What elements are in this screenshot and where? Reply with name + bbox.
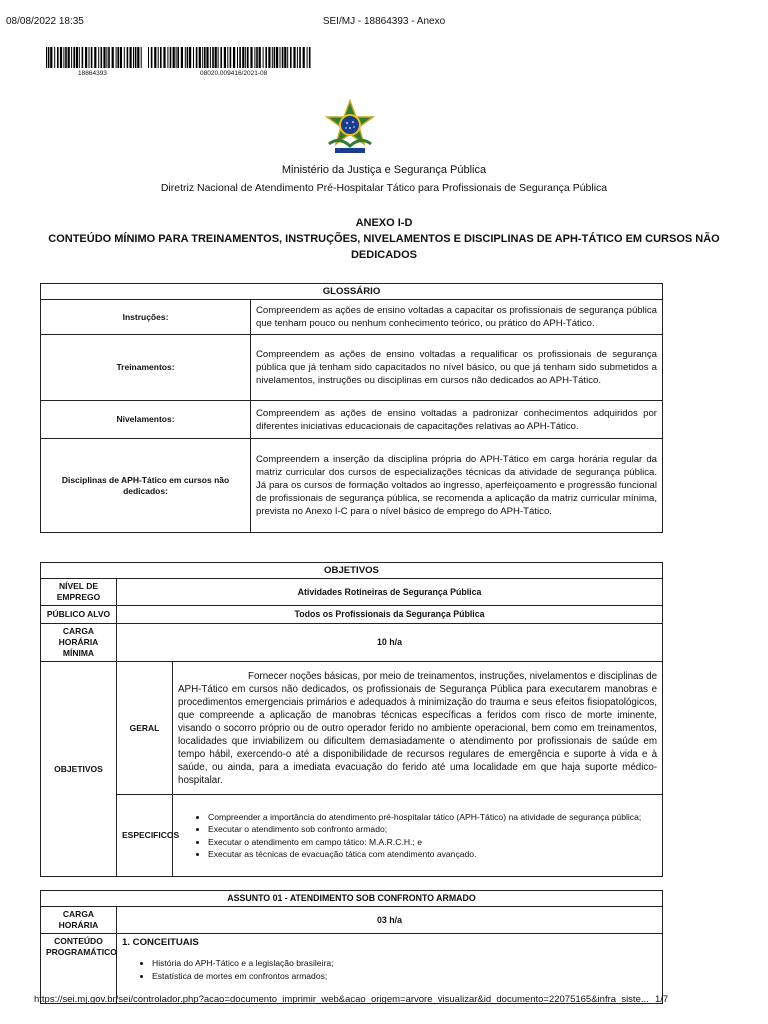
- document-title-line2: DEDICADOS: [350, 249, 417, 261]
- print-url: https://sei.mj.gov.br/sei/controlador.php?acao=documento_imprimir_web&acao_origem=arvore_visualizar&id_documento=22075165&infra_siste...: [34, 994, 649, 1005]
- barcode-process: [148, 47, 314, 68]
- table-row: [41, 795, 663, 877]
- carga-horaria-label: CARGA HORÁRIA MÍNIMA: [41, 624, 117, 662]
- barcode-process-number: 08020.009416/2021-08: [200, 70, 268, 77]
- table-row: [41, 606, 663, 624]
- diretriz-title: Diretriz Nacional de Atendimento Pré-Hospitalar Tático para Profissionais de Segurança Pública: [160, 182, 608, 194]
- carga-horaria-value: 03 h/a: [117, 907, 663, 934]
- list-item: • Executar o atendimento sob confronto armado;: [208, 823, 657, 836]
- nivel-emprego-label: NÍVEL DE EMPREGO: [41, 579, 117, 606]
- table-row: [41, 335, 663, 401]
- page-number: 1/7: [655, 994, 669, 1005]
- ministry-name: Ministério da Justiça e Segurança Pública: [281, 164, 487, 176]
- print-title: SEI/MJ - 18864393 - Anexo: [322, 16, 446, 27]
- objetivos-header: OBJETIVOS: [41, 563, 663, 579]
- publico-alvo-label: PÚBLICO ALVO: [41, 606, 117, 624]
- glossary-term: Treinamentos:: [41, 335, 251, 401]
- objetivos-table: [40, 562, 663, 877]
- assunto-table: [40, 890, 663, 1004]
- table-row: [41, 401, 663, 439]
- geral-text: Fornecer noções básicas, por meio de treinamentos, instruções, nivelamentos e disciplinas de APH-Tático em cursos não dedicados, os profissionais de Segurança Pública para executarem manobras e procedimentos emergenciais primários e adequados à minimização do trauma e seus efeitos fisiopatológicos, que compreende a aplicação de manobras técnicas específicas a feridos com risco de morte iminente, visando o socorro próprio ou de outro operador ferido no ambiente operacional, bem como em treinamentos, localidades que inviabilizem ou dificultem demasiadamente o atendimento por profissionais de saúde em tempo hábil, exercendo-o até a disponibilidade de recursos regulares de emergência e suporte à vida e à saúde, ou ainda, para a imediata evacuação do ferido até uma localidade em que haja suporte médico-hospitalar.: [173, 662, 663, 795]
- table-row: [41, 300, 663, 335]
- especificos-list: [178, 811, 657, 861]
- especificos-list-cell: [173, 795, 663, 877]
- glossary-definition: Compreendem as ações de ensino voltadas a padronizar conhecimentos adquiridos por diferentes iniciativas educacionais de capacitações relativas ao APH-Tático.: [251, 401, 663, 439]
- print-datetime: 08/08/2022 18:35: [6, 16, 84, 27]
- carga-horaria-value: 10 h/a: [117, 624, 663, 662]
- geral-label: GERAL: [117, 662, 173, 795]
- section-title: 1. CONCEITUAIS: [122, 937, 199, 948]
- table-row: [41, 439, 663, 533]
- table-row: [41, 907, 663, 934]
- conteudo-list: [122, 957, 657, 982]
- list-item: • Estatística de mortes em confrontos armados;: [152, 970, 657, 983]
- conteudo-programatico-cell: [117, 934, 663, 1004]
- glossary-term: Nivelamentos:: [41, 401, 251, 439]
- list-item: • Executar o atendimento em campo tático: M.A.R.C.H.; e: [208, 836, 657, 849]
- list-item: • História do APH-Tático e a legislação brasileira;: [152, 957, 657, 970]
- table-row: [41, 579, 663, 606]
- glossario-table: [40, 283, 663, 533]
- publico-alvo-value: Todos os Profissionais da Segurança Pública: [117, 606, 663, 624]
- table-row: [41, 934, 663, 1004]
- glossary-definition: Compreendem as ações de ensino voltadas a capacitar os profissionais de segurança pública que tenham pouco ou nenhum conhecimento teórico, ou prático do APH-Tático.: [251, 300, 663, 335]
- glossary-definition: Compreendem a inserção da disciplina própria do APH-Tático em carga horária regular da matriz curricular dos cursos de especializações técnicas da atividade de segurança pública. Já para os cursos de formação voltados ao ingresso, aperfeiçoamento e progressão funcional de profissionais de segurança pública, se recomenda a aplicação da matriz curricular mínima, prevista no Anexo I-C para o nível básico de emprego do APH-Tático.: [251, 439, 663, 533]
- anexo-label: ANEXO I-D: [355, 217, 413, 229]
- barcode-document-number: 18864393: [78, 70, 107, 77]
- conteudo-programatico-label: CONTEÚDO PROGRAMÁTICO: [41, 934, 117, 1004]
- carga-horaria-label: CARGA HORÁRIA: [41, 907, 117, 934]
- assunto-header: ASSUNTO 01 - ATENDIMENTO SOB CONFRONTO ARMADO: [41, 891, 663, 907]
- brazil-coat-of-arms-icon: [319, 96, 381, 158]
- document-title-line1: CONTEÚDO MÍNIMO PARA TREINAMENTOS, INSTRUÇÕES, NIVELAMENTOS E DISCIPLINAS DE APH-TÁTICO EM CURSOS NÃO: [48, 233, 720, 245]
- barcode-document: [46, 47, 142, 68]
- glossary-term: Disciplinas de APH-Tático em cursos não dedicados:: [41, 439, 251, 533]
- glossary-definition: Compreendem as ações de ensino voltadas a requalificar os profissionais de segurança pública que já tenham sido capacitados no nível básico, ou que já tenham sido submetidos a nivelamentos, instruções ou disciplinas em cursos não dedicados ao APH-Tático.: [251, 335, 663, 401]
- list-item: • Compreender a importância do atendimento pré-hospitalar tático (APH-Tático) na atividade de segurança pública;: [208, 811, 657, 824]
- objetivos-label: OBJETIVOS: [41, 662, 117, 877]
- table-row: [41, 662, 663, 795]
- glossario-header: GLOSSÁRIO: [41, 284, 663, 300]
- table-row: [41, 624, 663, 662]
- nivel-emprego-value: Atividades Rotineiras de Segurança Pública: [117, 579, 663, 606]
- especificos-label: ESPECIFICOS: [117, 795, 173, 877]
- glossary-term: Instruções:: [41, 300, 251, 335]
- list-item: • Executar as técnicas de evacuação tática com atendimento avançado.: [208, 848, 657, 861]
